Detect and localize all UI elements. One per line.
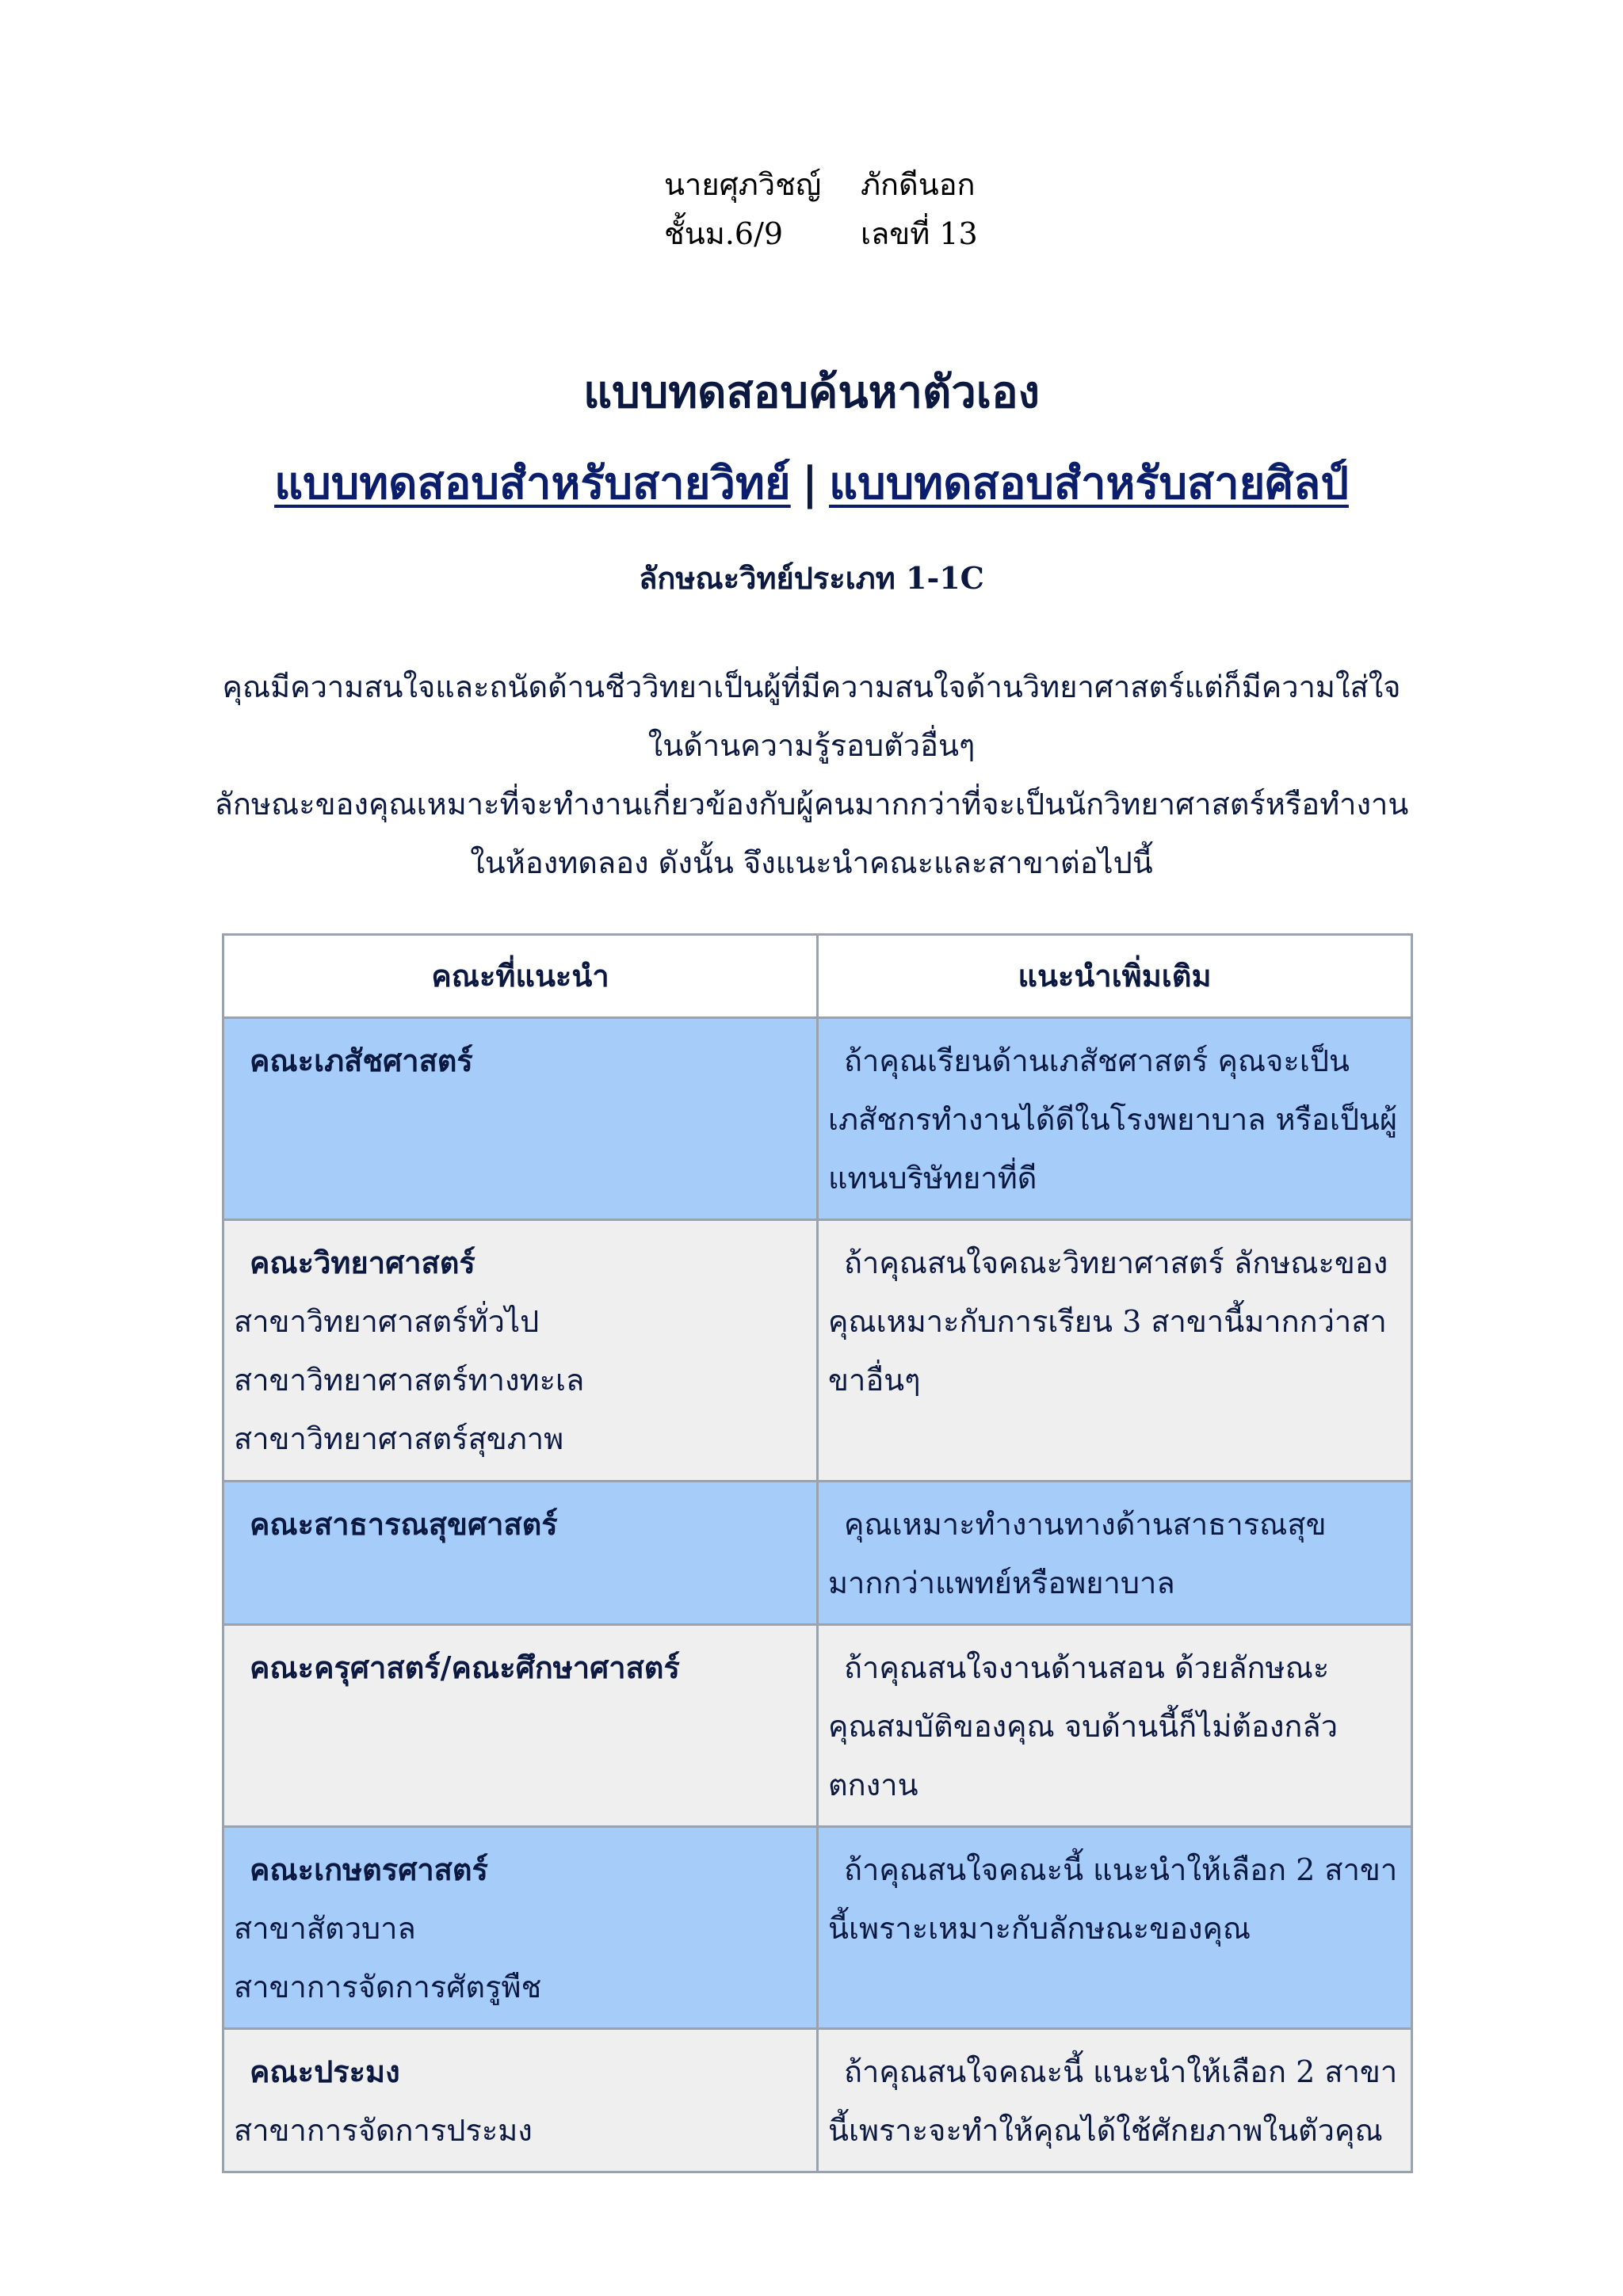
advice-text: คุณเหมาะทำงานทางด้านสาธารณสุขมากกว่าแพทย์หรือพยาบาล (828, 1507, 1327, 1600)
faculty-cell (223, 1827, 818, 2029)
author-surname: ภักดีนอก (861, 167, 976, 202)
table-row (223, 1220, 1412, 1482)
major-name: สาขาการจัดการศัตรูพืช (234, 1970, 542, 2004)
advice-cell (818, 1827, 1412, 2029)
faculty-name: คณะครุศาสตร์/คณะศึกษาศาสตร์ (250, 1650, 680, 1685)
faculty-cell (223, 1482, 818, 1625)
header-faculty: คณะที่แนะนำ (223, 935, 818, 1018)
advice-text: ถ้าคุณสนใจคณะนี้ แนะนำให้เลือก 2 สาขานี้เพราะจะทำให้คุณได้ใช้ศักยภาพในตัวคุณ (828, 2054, 1398, 2148)
faculty-name: คณะสาธารณสุขศาสตร์ (250, 1506, 558, 1542)
table-row (223, 2029, 1412, 2172)
advice-cell (818, 1625, 1412, 1827)
major-name: สาขาวิทยาศาสตร์สุขภาพ (234, 1421, 564, 1456)
author-name: นายศุภวิชญ์ (664, 167, 822, 202)
header-advice: แนะนำเพิ่มเติม (818, 935, 1412, 1018)
table-row (223, 1018, 1412, 1220)
description-paragraph-2: ลักษณะของคุณเหมาะที่จะทำงานเกี่ยวข้องกับผู้คนมากกว่าที่จะเป็นนักวิทยาศาสตร์หรือทำงานในห้องทดลอง ดังนั้น จึงแนะนำคณะและสาขาต่อไปนี้ (214, 787, 1409, 880)
author-name-row (664, 160, 978, 209)
table-row (223, 1625, 1412, 1827)
author-class: ชั้นม.6/9 (664, 216, 784, 251)
result-description (214, 658, 1409, 892)
faculty-cell (223, 1220, 818, 1482)
author-number: เลขที่ 13 (861, 216, 978, 251)
faculty-name: คณะวิทยาศาสตร์ (250, 1245, 475, 1280)
faculty-cell (223, 1625, 818, 1827)
advice-cell (818, 1482, 1412, 1625)
author-info (664, 160, 978, 258)
table-row (223, 1827, 1412, 2029)
link-separator: | (801, 457, 819, 509)
advice-text: ถ้าคุณสนใจคณะวิทยาศาสตร์ ลักษณะของคุณเหมาะกับการเรียน 3 สาขานี้มากกว่าสาขาอื่นๆ (828, 1245, 1388, 1398)
advice-text: ถ้าคุณสนใจงานด้านสอน ด้วยลักษณะคุณสมบัติของคุณ จบด้านนี้ก็ไม่ต้องกลัวตกงาน (828, 1650, 1338, 1802)
author-class-row (664, 209, 978, 258)
faculty-cell (223, 2029, 818, 2172)
faculty-table (222, 933, 1413, 2173)
science-test-link[interactable]: แบบทดสอบสำหรับสายวิทย์ (274, 457, 791, 509)
advice-text: ถ้าคุณเรียนด้านเภสัชศาสตร์ คุณจะเป็นเภสัชกรทำงานได้ดีในโรงพยาบาล หรือเป็นผู้แทนบริษัทยาที่ดี (828, 1043, 1398, 1196)
page-title: แบบทดสอบค้นหาตัวเอง (583, 366, 1040, 418)
advice-cell (818, 1220, 1412, 1482)
result-type: ลักษณะวิทย์ประเภท 1-1C (639, 560, 984, 596)
major-name: สาขาวิทยาศาสตร์ทั่วไป (234, 1304, 540, 1339)
arts-test-link[interactable]: แบบทดสอบสำหรับสายศิลป์ (829, 457, 1349, 509)
table-row (223, 1482, 1412, 1625)
faculty-cell (223, 1018, 818, 1220)
major-name: สาขาวิทยาศาสตร์ทางทะเล (234, 1363, 585, 1398)
advice-cell (818, 1018, 1412, 1220)
table-header-row (223, 935, 1412, 1018)
advice-text: ถ้าคุณสนใจคณะนี้ แนะนำให้เลือก 2 สาขานี้เพราะเหมาะกับลักษณะของคุณ (828, 1852, 1398, 1946)
faculty-name: คณะประมง (250, 2054, 400, 2089)
faculty-name: คณะเภสัชศาสตร์ (250, 1043, 473, 1078)
description-paragraph-1: คุณมีความสนใจและถนัดด้านชีววิทยาเป็นผู้ที่มีความสนใจด้านวิทยาศาสตร์แต่ก็มีความใส่ใจในด้านความรู้รอบตัวอื่นๆ (222, 669, 1401, 763)
major-name: สาขาการจัดการประมง (234, 2113, 533, 2148)
advice-cell (818, 2029, 1412, 2172)
faculty-name: คณะเกษตรศาสตร์ (250, 1852, 488, 1887)
test-links (0, 450, 1623, 517)
major-name: สาขาสัตวบาล (234, 1911, 416, 1946)
